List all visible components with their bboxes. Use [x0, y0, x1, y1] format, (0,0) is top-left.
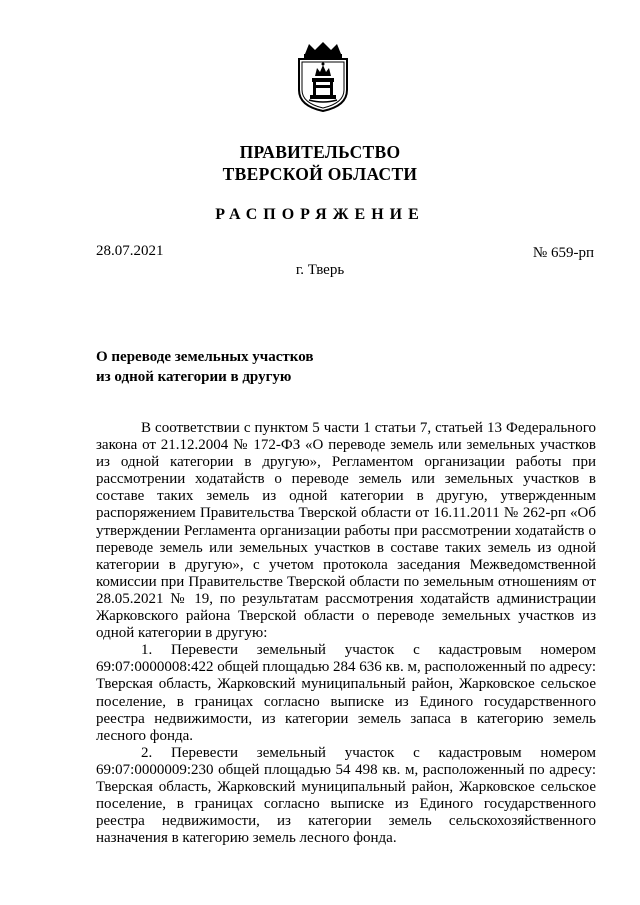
- document-number: № 659-рп: [532, 245, 594, 261]
- org-title-line2: ТВЕРСКОЙ ОБЛАСТИ: [222, 164, 418, 184]
- document-date: 28.07.2021: [96, 243, 164, 259]
- intro-paragraph: В соответствии с пунктом 5 части 1 статьи 7, статьей 13 Федерального закона от 21.12.2004 № 172-ФЗ «О переводе земель или земельных участков из одной категории в другую», Регламентом организации работы при рассмотрении ходатайств о переводе земель или земельных участков в составе таких земель из одной категории в другую, утвержденным распоряжением Правительства Тверской области от 16.11.2011 № 262-рп «Об утверждении Регламента организации работы при рассмотрении ходатайств о переводе земель или земельных участков в составе таких земель из одной категории в другую», с учетом протокола заседания Межведомственной комиссии при Правительстве Тверской области по земельным отношениям от 28.05.2021 № 19, по результатам рассмотрения ходатайств администрации Жарковского района Тверской области о переводе земельных участков из одной категории в другую:: [96, 420, 596, 642]
- subject-line2: из одной категории в другую: [96, 369, 292, 385]
- document-subject: [96, 347, 313, 387]
- coat-of-arms-icon: [293, 40, 353, 112]
- document-city: г. Тверь: [295, 262, 345, 278]
- document-type: РАСПОРЯЖЕНИЕ: [215, 206, 425, 223]
- subject-line1: О переводе земельных участков: [96, 349, 314, 365]
- document-body: [96, 420, 596, 847]
- org-title-line1: ПРАВИТЕЛЬСТВО: [239, 142, 401, 162]
- item-paragraph-2: 2. Перевести земельный участок с кадастровым номером 69:07:0000009:230 общей площадью 54 498 кв. м, расположенный по адресу: Тверская область, Жарковский муниципальный район, Жарковское сельское поселение, в границах согласно выписке из Единого государственного реестра недвижимости, из категории земель сельскохозяйственного назначения в категорию земель лесного фонда.: [96, 744, 596, 847]
- item-paragraph-1: 1. Перевести земельный участок с кадастровым номером 69:07:0000008:422 общей площадью 284 636 кв. м, расположенный по адресу: Тверская область, Жарковский муниципальный район, Жарковское сельское поселение, в границах согласно выписке из Единого государственного реестра недвижимости, из категории земель запаса в категорию земель лесного фонда.: [96, 642, 596, 744]
